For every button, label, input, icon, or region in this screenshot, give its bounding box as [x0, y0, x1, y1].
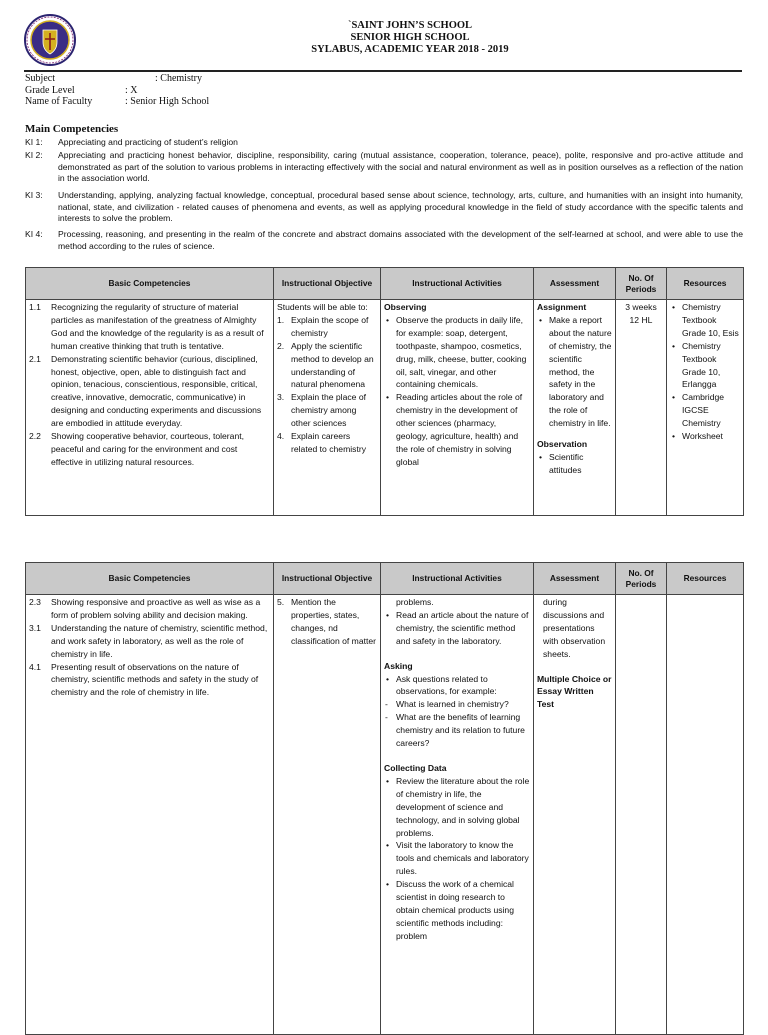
competency-number: 2.2	[29, 431, 41, 442]
meta-key: Name of Faculty	[25, 96, 93, 107]
table-header-row	[26, 268, 744, 300]
resource-item: • Chemistry Textbook Grade 10, Esis	[670, 301, 740, 340]
asking-item: • Ask questions related to observations, for example:	[384, 673, 530, 699]
header-line-2: SENIOR HIGH SCHOOL	[350, 32, 470, 43]
syllabus-table-1	[25, 267, 744, 516]
resources-list	[670, 301, 740, 443]
main-competencies-title: Main Competencies	[25, 123, 119, 135]
resource-item: • Worksheet	[670, 430, 740, 443]
assessment-item-2: • Scientific attitudes	[537, 451, 612, 477]
objective-item	[277, 596, 377, 648]
collecting-list	[384, 775, 530, 943]
col-no-of-periods: No. Of Periods	[616, 268, 667, 300]
objective-text: Apply the scientific method to develop an understanding of natural phenomena	[291, 340, 374, 390]
meta-value: : X	[125, 84, 138, 96]
ki-label: KI 3:	[25, 190, 43, 200]
competency-text: Recognizing the regularity of structure of material particles as manifestation of the greatness of Almighty God and the knowledge of the regularity is as a result of human creative thinking that truth is tentative.	[51, 302, 264, 351]
periods-weeks: 3 weeks	[625, 302, 657, 312]
table-row	[26, 300, 744, 516]
asking-heading: Asking	[384, 660, 413, 671]
school-seal-logo	[24, 14, 76, 66]
resources-cell	[667, 595, 744, 1035]
competency-item	[29, 430, 270, 469]
syllabus-table-2	[25, 562, 744, 1035]
ki-text: Appreciating and practicing honest behavior, discipline, responsibility, caring (mutual assistance, cooperation, tolerance, peace), polite, responsive and pro-active attitude and demonstrated as part of the solution to various problems in interacting effectively with the social and natural environment as well as in position ourselves as a reflection of the nation in the association world.	[58, 150, 743, 183]
assessment-cell	[534, 595, 616, 1035]
meta-subject	[25, 73, 209, 85]
competency-text: Understanding the nature of chemistry, scientific method, and work safety in laboratory, as well as the role of chemistry in life.	[51, 622, 268, 659]
assessment-list	[537, 314, 612, 430]
collecting-item: • Review the literature about the role of chemistry in life, the development of science and technology, and in solving global problems.	[384, 775, 530, 840]
col-basic-competencies: Basic Competencies	[26, 268, 274, 300]
objective-text: Explain the place of chemistry among other sciences	[291, 392, 367, 429]
col-instructional-objective: Instructional Objective	[274, 563, 381, 595]
spacer	[384, 648, 530, 660]
activity-continuation: problems.	[396, 597, 434, 607]
course-meta	[25, 73, 209, 108]
col-instructional-activities: Instructional Activities	[381, 268, 534, 300]
objective-item	[277, 314, 377, 340]
objective-number: 1.	[277, 314, 285, 325]
competency-item	[29, 622, 270, 661]
ki-label: KI 1:	[25, 137, 43, 147]
spacer	[537, 661, 612, 673]
col-no-of-periods: No. Of Periods	[616, 563, 667, 595]
objective-text: Explain the scope of chemistry	[291, 314, 369, 338]
competency-number: 1.1	[29, 302, 41, 312]
meta-value: : Chemistry	[155, 73, 202, 84]
meta-grade-level	[25, 85, 209, 97]
competency-text: Demonstrating scientific behavior (curious, disciplined, honest, objective, open, able to distinguish fact and opinion, tenacious, conscientious, responsible, critical, creative, innovative, democratic, communicative) in designing and conducting experiments and discussions are embodied in attitude everyday.	[51, 353, 262, 429]
competency-item	[29, 301, 270, 353]
assessment-heading-2: Observation	[537, 439, 588, 450]
collecting-item: • Visit the laboratory to know the tools and chemicals and laboratory rules.	[384, 839, 530, 878]
competency-number: 4.1	[29, 661, 41, 672]
objective-text: Mention the properties, states, changes, nd classification of matter	[291, 597, 377, 646]
ki-text: Appreciating and practicing of student’s religion	[58, 137, 238, 147]
activities-cell	[381, 595, 534, 1035]
ki-item	[25, 190, 743, 225]
meta-faculty	[25, 96, 209, 108]
ki-label: KI 2:	[25, 150, 43, 160]
objective-item	[277, 340, 377, 392]
asking-dash-list	[384, 698, 530, 750]
activities-list	[384, 314, 530, 469]
resource-item: • Chemistry Textbook Grade 10, Erlangga	[670, 340, 740, 392]
objective-number: 5.	[277, 597, 285, 607]
assessment-cell	[534, 300, 616, 516]
assessment-continuation: during discussions and presentations with observation sheets.	[543, 597, 606, 659]
activities-list	[384, 609, 530, 648]
competencies-cell	[26, 300, 274, 516]
collecting-heading: Collecting Data	[384, 762, 447, 773]
periods-cell	[616, 300, 667, 516]
ki-label: KI 4:	[25, 229, 43, 239]
col-basic-competencies: Basic Competencies	[26, 563, 274, 595]
activities-heading: Observing	[384, 302, 427, 312]
competency-item	[29, 353, 270, 430]
activity-item: • Read an article about the nature of chemistry, the scientific method and safety in the laboratory.	[384, 609, 530, 648]
objective-item	[277, 430, 377, 456]
competencies-cell	[26, 595, 274, 1035]
col-resources: Resources	[667, 268, 744, 300]
asking-question: - What are the benefits of learning chemistry and its relation to future careers?	[384, 711, 530, 750]
objectives-cell	[274, 300, 381, 516]
objective-number: 2.	[277, 340, 285, 351]
objective-number: 3.	[277, 392, 285, 403]
table-row	[26, 595, 744, 1035]
competency-text: Showing responsive and proactive as well as wise as a form of problem solving ability and decision making.	[51, 597, 261, 620]
ki-item	[25, 229, 743, 252]
competency-number: 3.1	[29, 622, 41, 633]
asking-list	[384, 673, 530, 699]
col-instructional-objective: Instructional Objective	[274, 268, 381, 300]
table-header-row	[26, 563, 744, 595]
periods-hours: 12 HL	[629, 314, 653, 325]
asking-question: - What is learned in chemistry?	[384, 698, 530, 711]
competency-item	[29, 596, 270, 622]
ki-item	[25, 150, 743, 185]
competency-number: 2.1	[29, 353, 41, 364]
assessment-heading: Assignment	[537, 302, 587, 312]
competency-number: 2.3	[29, 597, 41, 607]
header-line-1: `SAINT JOHN’S SCHOOL	[347, 20, 473, 31]
periods-cell	[616, 595, 667, 1035]
header-line-3: SYLABUS, ACADEMIC YEAR 2018 - 2019	[311, 44, 509, 55]
meta-key: Grade Level	[25, 84, 75, 96]
objective-number: 4.	[277, 431, 285, 442]
activity-item: • Observe the products in daily life, for example: soap, detergent, toothpaste, shampoo, cosmetics, drug, milk, cheese, butter, cooking oil, salt, vinegar, and other containing chemicals.	[384, 314, 530, 391]
assessment-list-2	[537, 451, 612, 477]
competency-item	[29, 661, 270, 700]
competency-text: Presenting result of observations on the nature of chemistry, scientific methods and safety in the study of chemistry and the role of chemistry in life.	[51, 661, 259, 698]
assessment-written-test: Multiple Choice or Essay Written Test	[537, 673, 612, 710]
objective-item	[277, 391, 377, 430]
spacer	[384, 750, 530, 762]
resource-item: • Cambridge IGCSE Chemistry	[670, 391, 740, 430]
activity-item: • Reading articles about the role of chemistry in the development of other sciences (pharmacy, geology, agriculture, health) and the role of chemistry in solving global	[384, 391, 530, 468]
objectives-cell	[274, 595, 381, 1035]
assessment-item: • Make a report about the nature of chemistry, the scientific method, the safety in the laboratory and the role of chemistry in life.	[537, 314, 612, 430]
ki-text: Understanding, applying, analyzing factual knowledge, conceptual, procedural based sense about science, technology, arts, culture, and humanities with an insight into humanity, national, state, and civilization - related causes of phenomena and events, as well as applying procedural knowledge in the field of study accordance with the specific talents and interests to solve the problem.	[58, 190, 743, 223]
activities-cell	[381, 300, 534, 516]
resources-cell	[667, 300, 744, 516]
col-resources: Resources	[667, 563, 744, 595]
objective-intro: Students will be able to:	[277, 302, 368, 312]
meta-key: Subject	[25, 73, 55, 84]
header-divider	[24, 70, 742, 72]
ki-text: Processing, reasoning, and presenting in the realm of the concrete and abstract domains associated with the development of the self-learned at school, and were able to use the method according to the rules of science.	[58, 229, 743, 251]
meta-value: : Senior High School	[125, 96, 210, 107]
objective-text: Explain careers related to chemistry	[291, 431, 366, 454]
document-header	[150, 20, 670, 56]
col-instructional-activities: Instructional Activities	[381, 563, 534, 595]
col-assessment: Assessment	[534, 563, 616, 595]
col-assessment: Assessment	[534, 268, 616, 300]
competency-text: Showing cooperative behavior, courteous, tolerant, peaceful and caring for the environment and cost effective in utilizing natural resources.	[51, 431, 245, 467]
ki-item	[25, 137, 743, 149]
collecting-item: • Discuss the work of a chemical scientist in doing research to obtain chemical products using scientific methods including: problem	[384, 878, 530, 943]
